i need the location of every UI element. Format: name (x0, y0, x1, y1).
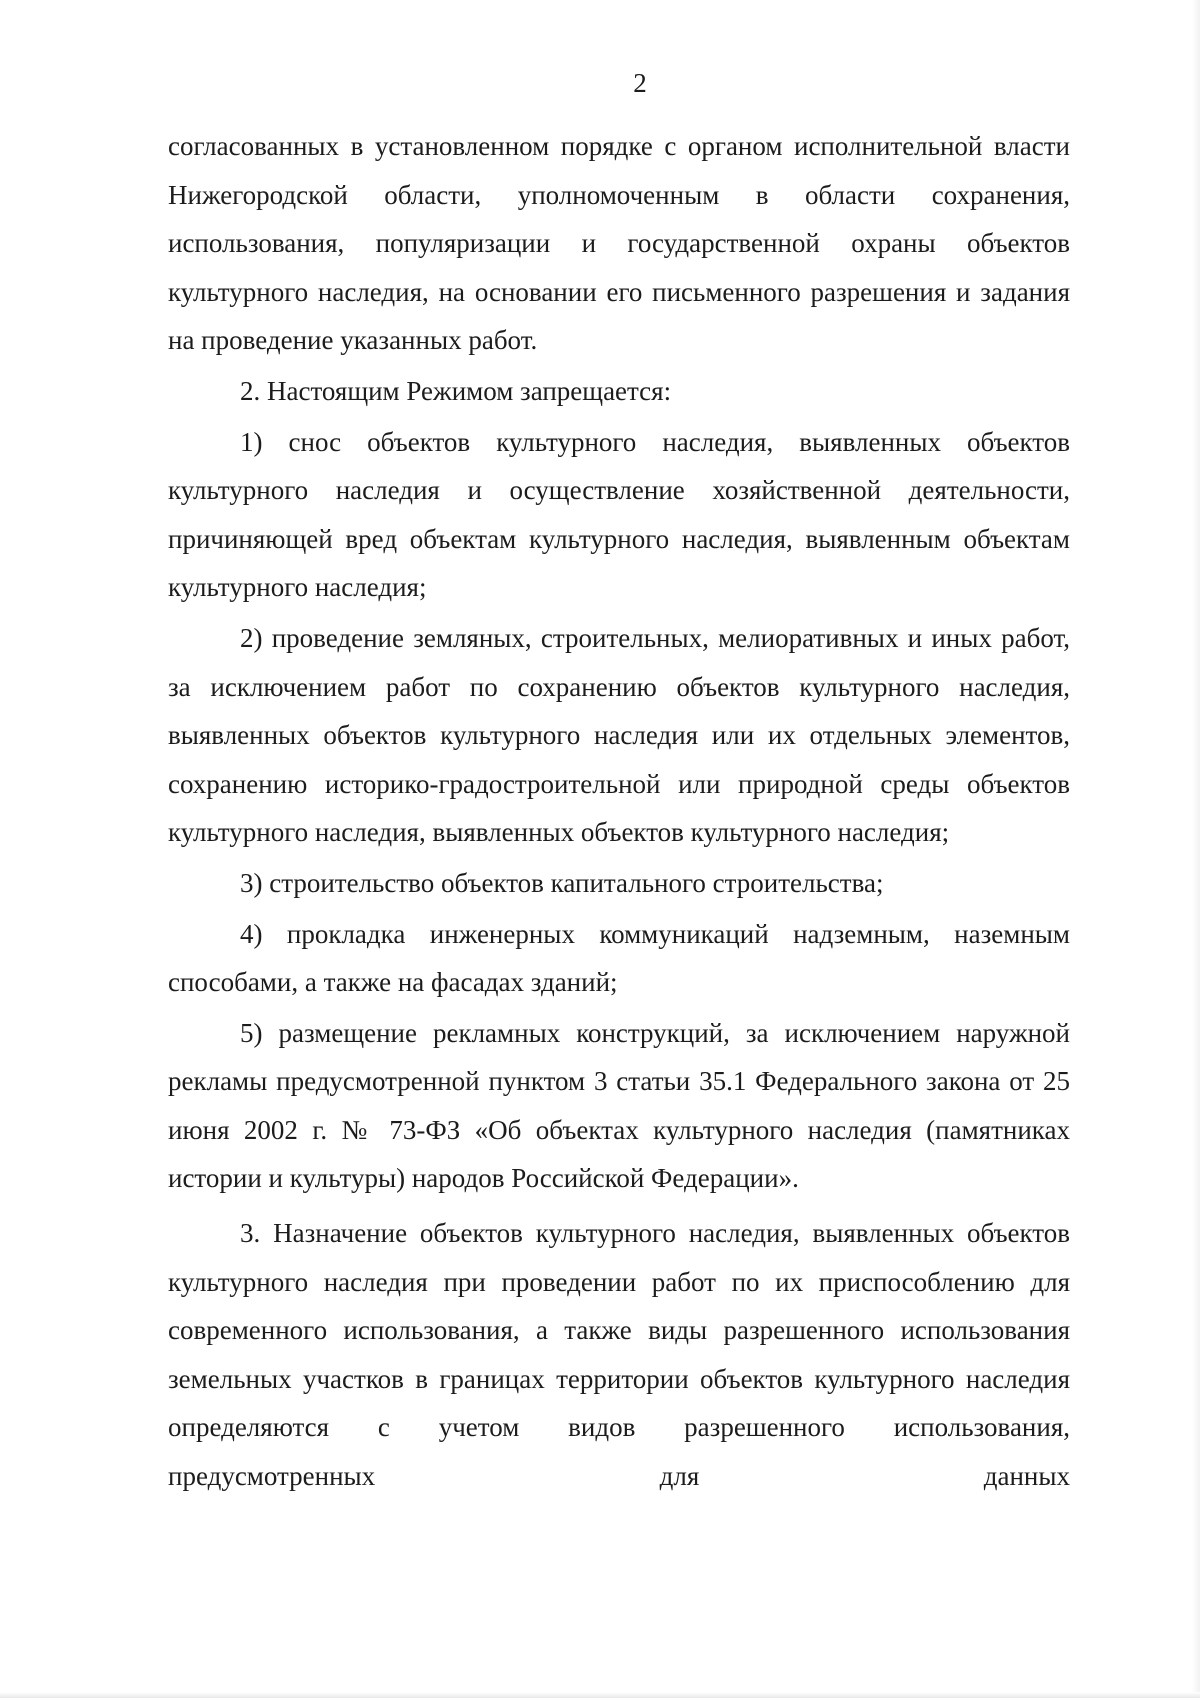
paragraph-subitem-1: 1) снос объектов культурного наследия, выявленных объектов культурного наследия и осуществление хозяйственной деятельности, причиняющей вред объектам культурного наследия, выявленным объектам культурного наследия; (168, 426, 1070, 603)
paragraph-subitem-2: 2) проведение земляных, строительных, мелиоративных и иных работ, за исключением работ по сохранению объектов культурного наследия, выявленных объектов культурного наследия или их отдельных элементов, сохранению историко-градостроительной или природной среды объектов культурного наследия, выявленных объектов культурного наследия; (168, 622, 1070, 848)
page-number: 2 (633, 68, 647, 98)
paragraph-item-2: 2. Настоящим Режимом запрещается: (240, 375, 672, 406)
paragraph-subitem-5: 5) размещение рекламных конструкций, за исключением наружной рекламы предусмотренной пунктом 3 статьи 35.1 Федерального закона от 25 июня 2002 г. № 73-ФЗ «Об объектах культурного наследия (памятниках истории и культуры) народов Российской Федерации». (168, 1017, 1070, 1194)
paragraph-subitem-3: 3) строительство объектов капитального строительства; (240, 867, 884, 898)
scan-edge-shadow (1192, 0, 1200, 1698)
document-body (168, 122, 1070, 1501)
paragraph-subitem-4: 4) прокладка инженерных коммуникаций надземным, наземным способами, а также на фасадах зданий; (168, 918, 1070, 998)
scan-bottom-shadow (0, 1692, 1200, 1698)
paragraph-item-3: 3. Назначение объектов культурного наследия, выявленных объектов культурного наследия при проведении работ по их приспособлению для современного использования, а также виды разрешенного использования земельных участков в границах территории объектов культурного наследия определяются с учетом видов разрешенного использования, предусмотренных для данных (168, 1218, 1070, 1492)
paragraph-continuation: согласованных в установленном порядке с органом исполнительной власти Нижегородской области, уполномоченным в области сохранения, использования, популяризации и государственной охраны объектов культурного наследия, на основании его письменного разрешения и задания на проведение указанных работ. (168, 131, 1070, 356)
